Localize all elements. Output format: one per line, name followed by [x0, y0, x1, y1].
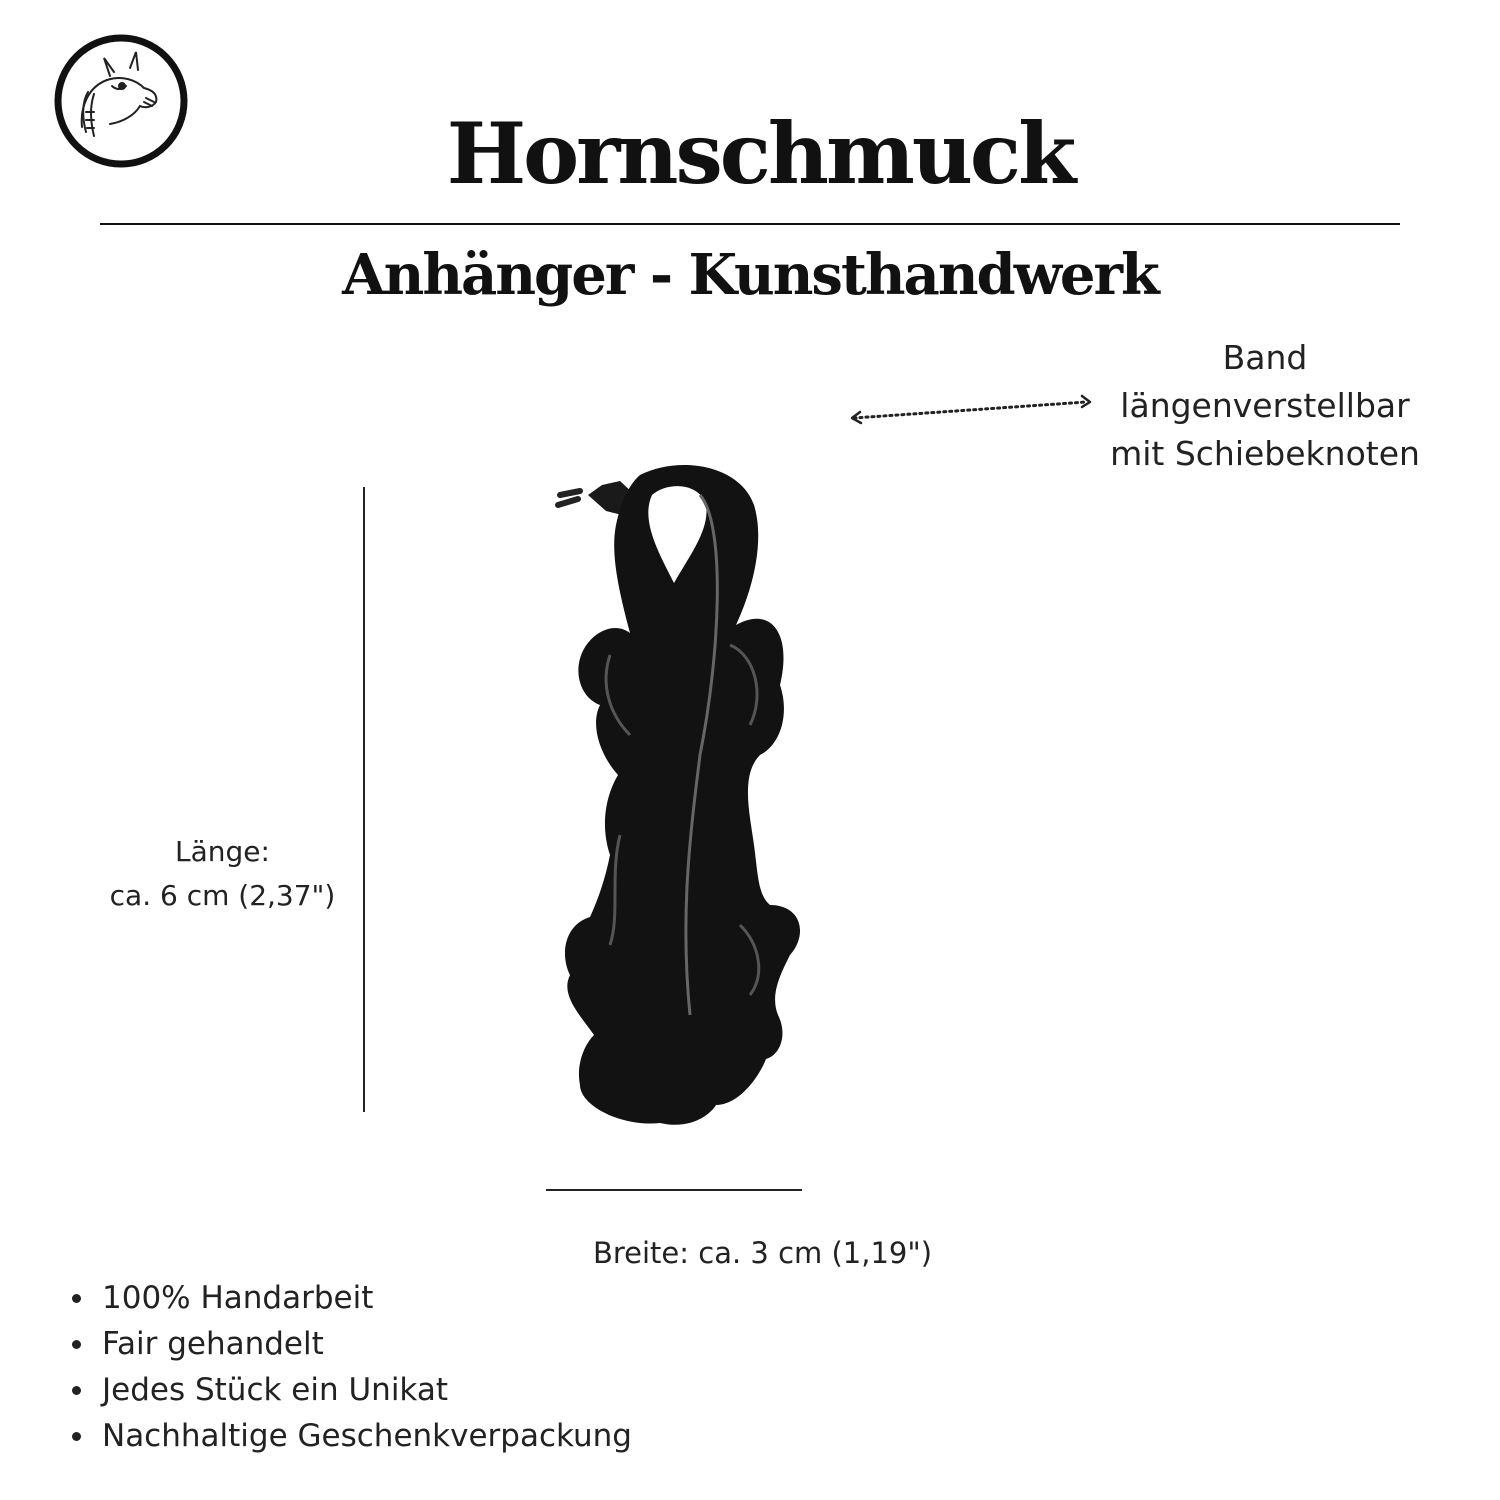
bullet-icon — [72, 1294, 81, 1303]
bullet-icon — [72, 1432, 81, 1441]
band-note-line: Band — [1222, 338, 1308, 377]
feature-list — [66, 1275, 632, 1459]
page-title: Hornschmuck — [446, 104, 1074, 203]
list-item — [66, 1367, 632, 1413]
lizard-pendant-icon — [540, 455, 820, 1135]
feature-text: 100% Handarbeit — [102, 1280, 374, 1316]
length-line — [363, 487, 365, 1112]
feature-text: Fair gehandelt — [102, 1326, 324, 1362]
title-divider — [100, 223, 1400, 225]
band-note-line: längenverstellbar — [1120, 386, 1410, 425]
feature-text: Nachhaltige Geschenkverpackung — [102, 1418, 632, 1454]
bullet-icon — [72, 1386, 81, 1395]
list-item — [66, 1275, 632, 1321]
list-item — [66, 1321, 632, 1367]
bullet-icon — [72, 1340, 81, 1349]
length-label-value: ca. 6 cm (2,37") — [109, 879, 336, 912]
band-note — [1080, 334, 1450, 478]
list-item — [66, 1413, 632, 1459]
double-arrow-icon — [846, 390, 1096, 426]
length-label — [90, 830, 355, 918]
feature-text: Jedes Stück ein Unikat — [102, 1372, 448, 1408]
band-note-line: mit Schiebeknoten — [1110, 434, 1420, 473]
length-label-title: Länge: — [175, 835, 270, 868]
width-line — [546, 1189, 802, 1191]
page-subtitle: Anhänger - Kunsthandwerk — [342, 242, 1158, 308]
width-label: Breite: ca. 3 cm (1,19") — [592, 1236, 933, 1270]
